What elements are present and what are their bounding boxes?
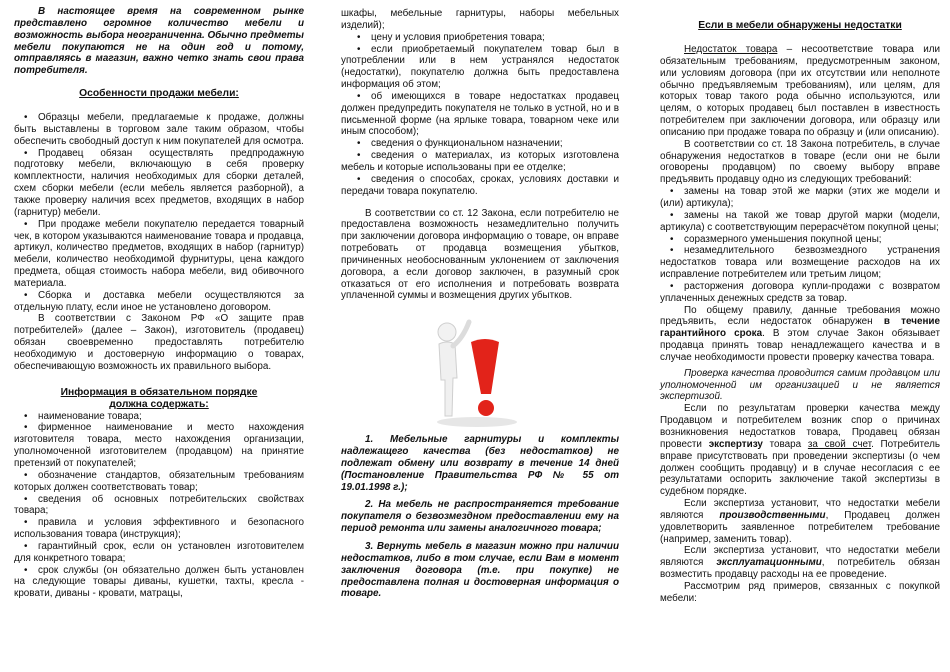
column-right [660,20,940,605]
list-item: • сведения о способах, сроках, условиях доставки и передачи товара покупателю. [341,174,619,198]
law-paragraph: В соответствии с Законом РФ «О защите прав потребителей» (далее – Закон), изготовитель (продавец) обязан своевременно предоставлять потребителю необходимую и достоверную информацию о товарах, обеспечивающую возможность их правильного выбора. [14,313,304,372]
list-item: • срок службы (он обязательно должен быть установлен на следующие товары диваны, кушетки, тахты, кресла - кровати, диваны - кровати, матрацы, [14,565,304,601]
person-with-red-exclamation-mark-icon [425,308,535,428]
quality-check-paragraph: Проверка качества проводится самим продавцом или уполномоченной им организацией и не является экспертизой. [660,367,940,403]
operational-defects-paragraph: Если экспертиза установит, что недостатки мебели являются эксплуатационными, потребитель обязан возместить продавцу расходы на ее проведение. [660,545,940,581]
list-item: • сведения о материалах, из которых изготовлена мебель и которые использованы при ее отделке; [341,150,619,174]
info-list-continued [341,32,619,198]
list-item: • Сборка и доставка мебели осуществляются за отдельную плату, если иное не установлено договором. [14,290,304,314]
heading-info-line2: должна содержать: [109,398,209,410]
list-item: • незамедлительного безвозмездного устранения недостатков товара или возмещение расходов на их исправление потребителем или третьим лицом; [660,245,940,281]
defect-term: Недостаток товара [684,44,778,55]
list-item: • замены на товар этой же марки (этих же модели и (или) артикула); [660,186,940,210]
list-item: 2. На мебель не распространяется требование покупателя о безвозмездном предоставлении ему на период ремонта или замены аналогичного товара; [341,499,619,535]
article-18-paragraph: В соответствии со ст. 18 Закона потребитель, в случае обнаружения недостатков в товаре (если они не были оговорены продавцом) по своему выбору вправе предъявить продавцу одно из следующих требований: [660,138,940,186]
list-item: • гарантийный срок, если он установлен изготовителем для конкретного товара; [14,541,304,565]
defect-definition: Недостаток товара – несоответствие товара или обязательным требованиям, предусмотренным законом, или условиям договора (при их отсутствии или неполноте обычно предъявляемым требованиям), или целям, для которых товар такого рода обычно используются, или целям, о которых продавец был поставлен в известность потребителем при заключении договора, или образцу или описанию при продаже товара по образцу и (или описанию). [660,44,940,138]
heading-info-line1: Информация в обязательном порядке [60,386,258,398]
list-item: 1. Мебельные гарнитуры и комплекты надлежащего качества (без недостатков) не подлежат обмену или возврату в течение 14 дней (Постановление Правительства РФ № 55 от 19.01.1998 г.); [341,434,619,493]
list-item: • замены на такой же товар другой марки (модели, артикула) с соответствующим перерасчётом покупной цены; [660,210,940,234]
list-item: 3. Вернуть мебель в магазин можно при наличии недостатков, либо в том случае, если Вам в момент заключения договора (т.е. при покупке) не предоставлена полная и достоверная информация о товаре. [341,541,619,600]
intro-paragraph: В настоящее время на современном рынке представлено огромное количество мебели и возможность выбора неограниченна. Обычно предметы мебели покупаются не на один год и потому, отправляясь в магазин, важно четко знать свои права потребителя. [14,6,304,77]
continued-text: шкафы, мебельные гарнитуры, наборы мебельных изделий); [341,8,619,31]
list-item: • При продаже мебели покупателю передается товарный чек, в котором указываются наименование товара и продавца, артикул, количество предметов, входящих в набор (гарнитур) мебели, количество необходимой фурнитуры, цена каждого предмета, общая стоимость набора мебели, вид обивочного материала. [14,219,304,290]
list-item: • Образцы мебели, предлагаемые к продаже, должны быть выставлены в торговом зале таким образом, чтобы обеспечить свободный доступ к ним покупателей для осмотра. [14,112,304,148]
list-item: • если приобретаемый покупателем товар был в употреблении или в нем устранялся недостаток (недостатки), покупателю должна быть предоставлена информация об этом; [341,44,619,91]
list-item: • обозначение стандартов, обязательным требованиям которых должен соответствовать товар; [14,470,304,494]
examples-paragraph: Рассмотрим ряд примеров, связанных с покупкой мебели: [660,580,940,604]
list-item: • соразмерного уменьшения покупной цены; [660,234,940,246]
list-item: • наименование товара; [14,411,304,423]
list-item: • сведения о функциональном назначении; [341,138,619,150]
features-list [14,112,304,313]
demands-list [660,186,940,304]
heading-defects: Если в мебели обнаружены недостатки [698,20,902,31]
article-12-paragraph: В соответствии со ст. 12 Закона, если потребителю не предоставлена возможность незамедлительно получить при заключении договора информацию о товаре, он вправе потребовать от продавца возмещения убытков, причиненных необоснованным уклонением от заключения договора, а если договор заключен, в разумный срок отказаться от его исполнения и потребовать возврата уплаченной суммы и возмещения других убытков. [341,207,619,302]
general-rule-paragraph: По общему правилу, данные требования можно предъявить, если недостаток обнаружен в течение гарантийного срока. В этом случае Закон обязывает продавца принять товар ненадлежащего качества и в случае необходимости провести проверку качества товара. [660,304,940,363]
list-item: • цену и условия приобретения товара; [341,32,619,44]
column-left [14,6,304,600]
heading-sale-features: Особенности продажи мебели: [79,88,239,100]
column-middle [341,8,619,606]
dispute-paragraph: Если по результатам проверки качества между Продавцом и потребителем возник спор о причинах возникновения недостатков товара, Продавец обязан провести экспертизу товара за свой счет. Потребитель вправе присутствовать при проведении экспертизы (о чем должен сообщить продавцу) и в случае несогласия с ее результатами оспорить заключение такой экспертизы в судебном порядке. [660,403,940,498]
list-item: • фирменное наименование и место нахождения изготовителя товара, место нахождения организации, уполномоченной изготовителем (продавцом) на принятие претензий от покупателей; [14,422,304,469]
list-item: • сведения об основных потребительских свойствах товара; [14,494,304,518]
list-item: • об имеющихся в товаре недостатках продавец должен предупредить покупателя не только в устной, но и в письменной форме (на ярлыке товара, товарном чеке или иным способом); [341,91,619,138]
notes-list [341,434,619,600]
info-list [14,411,304,601]
list-item: • расторжения договора купли-продажи с возвратом уплаченных денежных средств за товар. [660,281,940,305]
list-item: • Продавец обязан осуществлять предпродажную подготовку мебели, включающую в себя проверку комплектности, наличия необходимых для сборки деталей, схем сборки мебели (если мебель является разборной), а также проверку наличия всех предметов, входящих в набор (гарнитур) мебели. [14,148,304,219]
list-item: • правила и условия эффективного и безопасного использования товара (инструкция); [14,517,304,541]
production-defects-paragraph: Если экспертиза установит, что недостатки мебели являются производственными, Продавец должен удовлетворить заявленное потребителем требование (например, заменить товар). [660,498,941,545]
